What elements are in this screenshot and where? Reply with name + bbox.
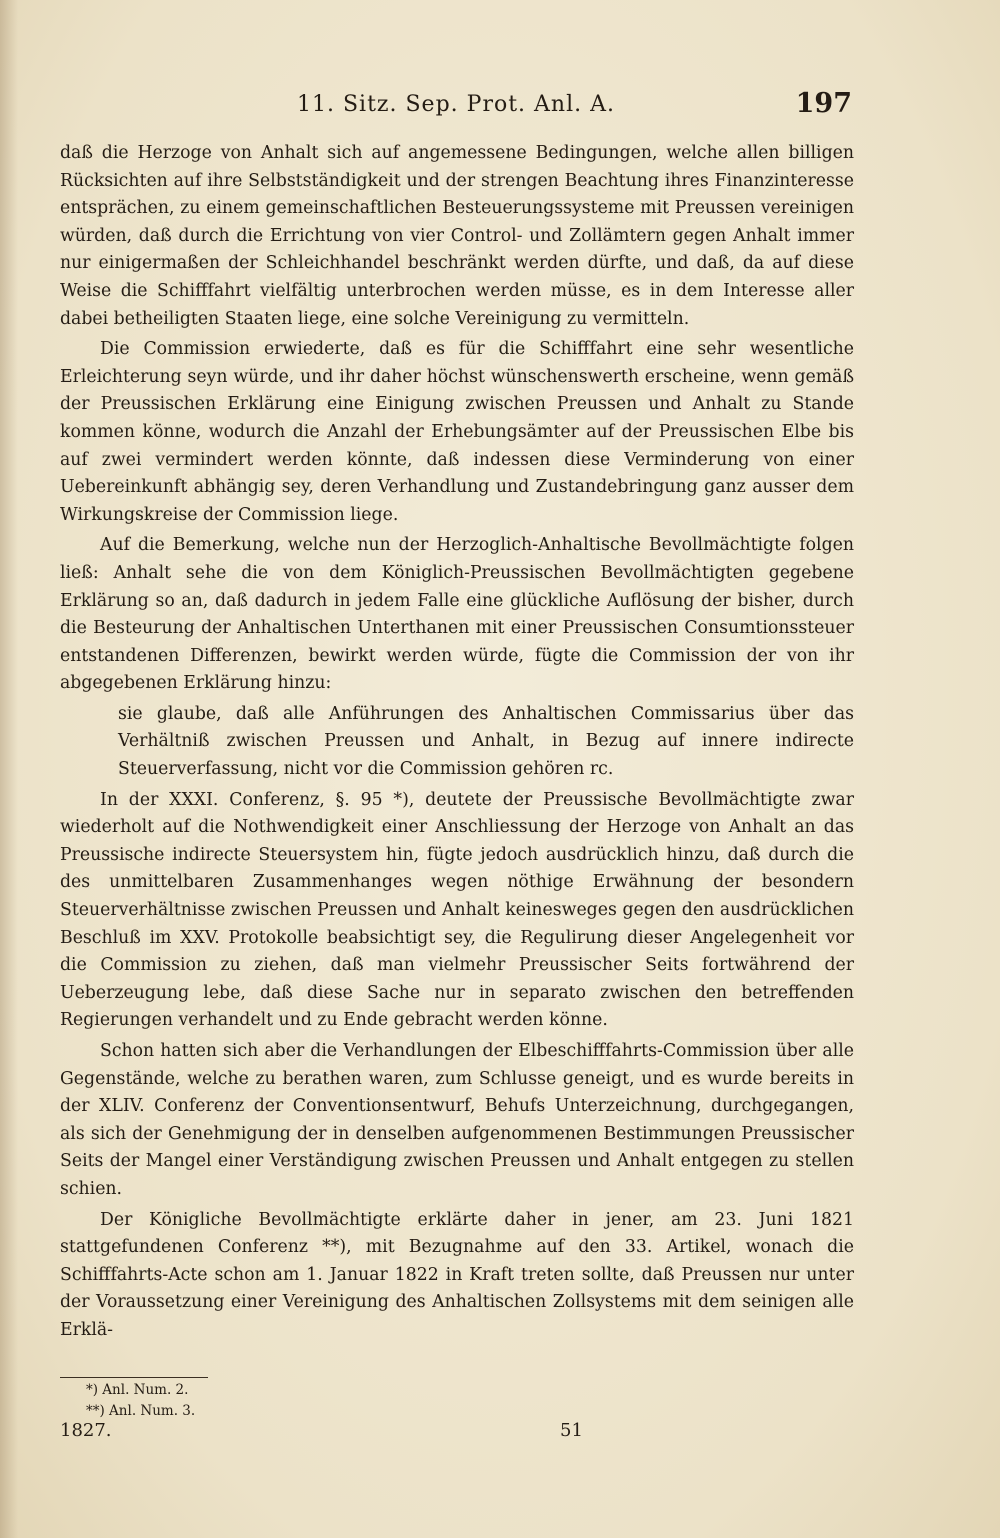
quoted-paragraph: sie glaube, daß alle Anführungen des Anhaltischen Commissarius über das Verhältniß zwischen Preussen und Anhalt, in Bezug auf innere indirecte Steuerverfassung, nicht vor die Commission gehören rc. (118, 703, 854, 780)
sheet-signature: 51 (560, 1420, 583, 1441)
page-footer (60, 1420, 854, 1446)
running-header (60, 88, 852, 132)
footnote-divider (60, 1377, 208, 1378)
footer-year: 1827. (60, 1420, 112, 1441)
paragraph-2: Die Commission erwiederte, daß es für die Schifffahrt eine sehr wesentliche Erleichterung seyn würde, und ihr daher höchst wünschenswerth erscheine, wenn gemäß der Preussischen Erklärung eine Einigung zwischen Preussen und Anhalt zu Stande kommen könne, wodurch die Anzahl der Erhebungsämter auf der Preussischen Elbe bis auf zwei vermindert werden könnte, daß indessen diese Verminderung von einer Uebereinkunft abhängig sey, deren Verhandlung und Zustandebringung ganz ausser dem Wirkungskreise der Commission liege. (60, 339, 854, 525)
paragraph-5: In der XXXI. Conferenz, §. 95 *), deutete der Preussische Bevollmächtigte zwar wiederholt auf die Nothwendigkeit einer Anschliessung der Herzoge von Anhalt an das Preussische indirecte Steuersystem hin, fügte jedoch ausdrücklich hinzu, daß durch die des unmittelbaren Zusammenhanges wegen nöthige Erwähnung der besondern Steuerverhältnisse zwischen Preussen und Anhalt keinesweges gegen den ausdrücklichen Beschluß im XXV. Protokolle beabsichtigt sey, die Regulirung dieser Angelegenheit vor die Commission zu ziehen, daß man vielmehr Preussischer Seits fortwährend der Ueberzeugung lebe, daß diese Sache nur in separato zwischen den betreffenden Regierungen verhandelt und zu Ende gebracht werden könne. (60, 789, 854, 1031)
paragraph-6: Schon hatten sich aber die Verhandlungen der Elbeschifffahrts-Commission über alle Gegenstände, welche zu berathen waren, zum Schlusse geneigt, und es wurde bereits in der XLIV. Conferenz der Conventionsentwurf, Behufs Unterzeichnung, durchgegangen, als sich der Genehmigung der in denselben aufgenommenen Bestimmungen Preussischer Seits der Mangel einer Verständigung zwischen Preussen und Anhalt entgegen zu stellen schien. (60, 1041, 854, 1199)
paragraph-3: Auf die Bemerkung, welche nun der Herzoglich-Anhaltische Bevollmächtigte folgen ließ: Anhalt sehe die von dem Königlich-Preussischen Bevollmächtigten gegebene Erklärung so an, daß dadurch in jedem Falle eine glückliche Auflösung der bisher, durch die Besteurung der Anhaltischen Unterthanen mit einer Preussischen Consumtionssteuer entstandenen Differenzen, bewirkt werden würde, fügte die Commission der von ihr abgegebenen Erklärung hinzu: (60, 535, 854, 694)
paragraph-1: daß die Herzoge von Anhalt sich auf angemessene Bedingungen, welche allen billigen Rücksichten auf ihre Selbstständigkeit und der strengen Beachtung ihres Finanzinteresse entsprächen, zu einem gemeinschaftlichen Besteuerungssysteme mit Preussen vereinigen würden, daß durch die Errichtung von vier Control- und Zollämtern gegen Anhalt immer nur einigermaßen der Schleichhandel beschränkt werden dürfte, und daß, da auf diese Weise die Schifffahrt vielfältig unterbrochen werden müsse, es in dem Interesse aller dabei betheiligten Staaten liege, eine solche Vereinigung zu vermitteln. (60, 143, 854, 329)
paragraph-7: Der Königliche Bevollmächtigte erklärte daher in jener, am 23. Juni 1821 stattgefundenen Conferenz **), mit Bezugnahme auf den 33. Artikel, wonach die Schifffahrts-Acte schon am 1. Januar 1822 in Kraft treten sollte, daß Preussen nur unter der Voraussetzung einer Vereinigung des Anhaltischen Zollsystems mit dem seinigen alle Erklä- (60, 1209, 854, 1340)
header-title: 11. Sitz. Sep. Prot. Anl. A. (296, 92, 616, 117)
footnote-2: **) Anl. Num. 3. (86, 1403, 196, 1419)
footnote-1: *) Anl. Num. 2. (86, 1382, 189, 1398)
footnotes (86, 1380, 195, 1422)
body-text (60, 140, 854, 1345)
page-number: 197 (795, 88, 852, 119)
